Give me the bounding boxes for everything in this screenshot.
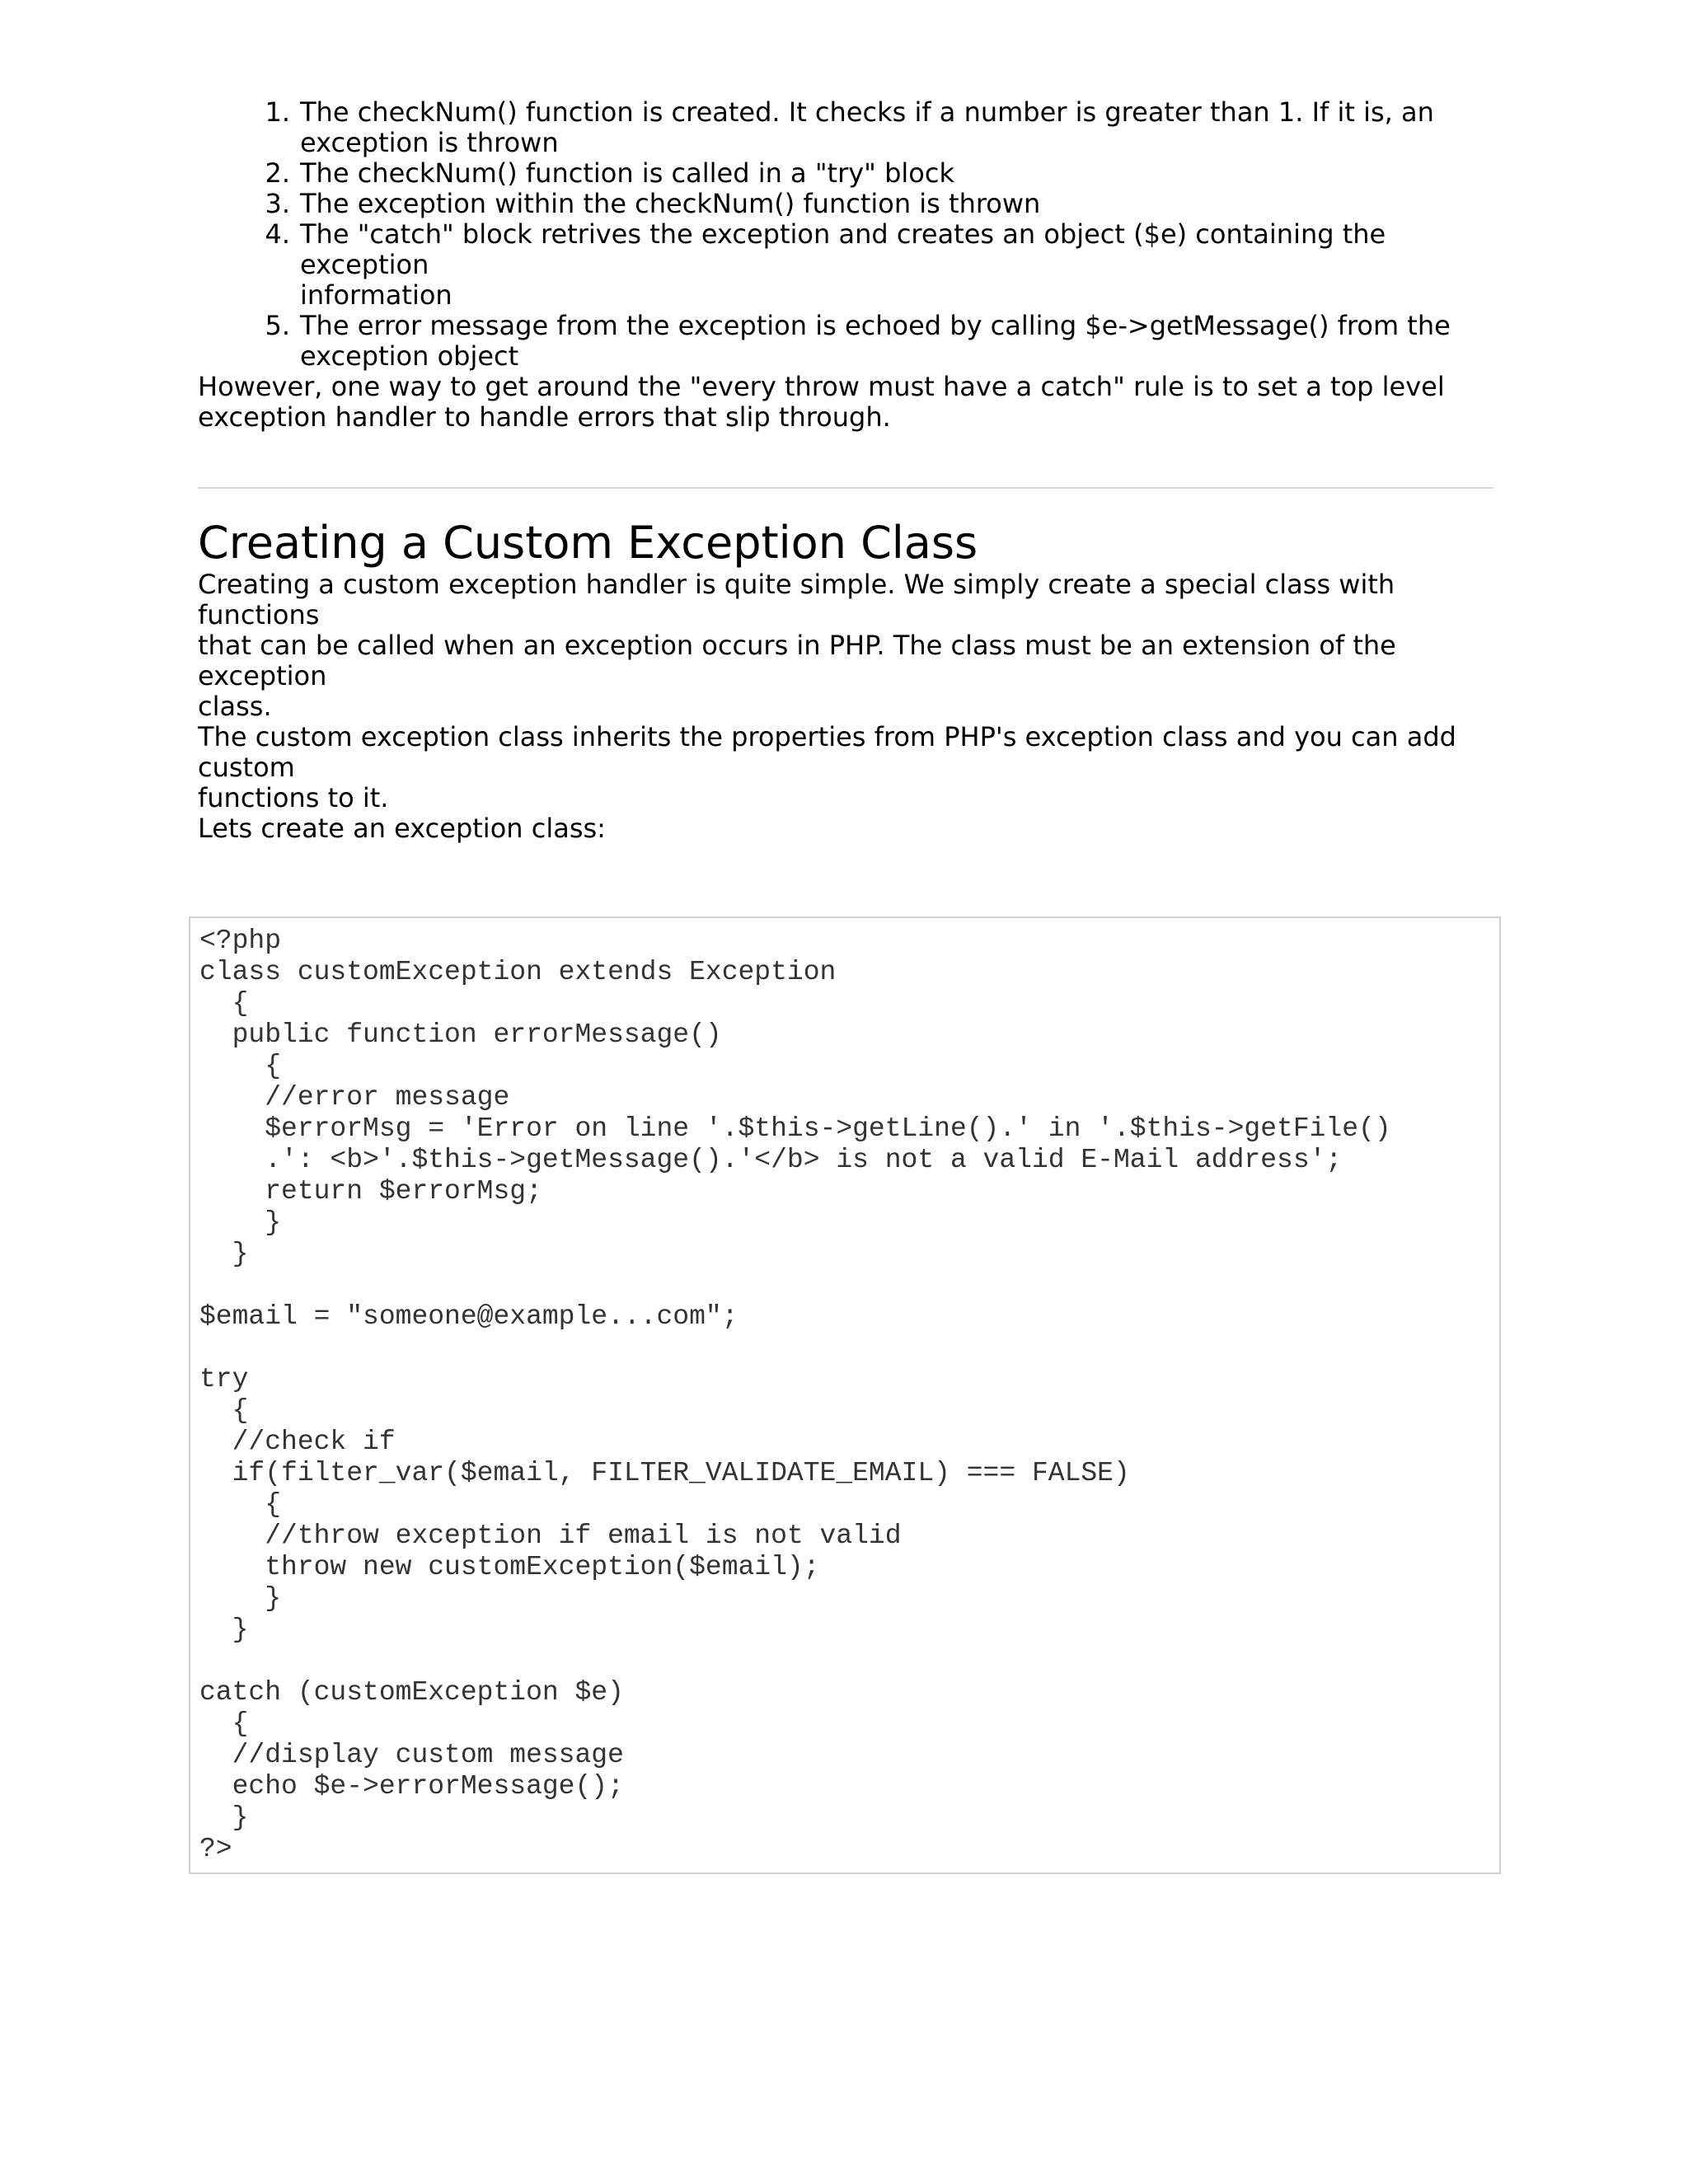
paragraph-line: class. <box>198 691 272 722</box>
code-line: } <box>199 1615 249 1645</box>
code-line: } <box>199 1802 249 1833</box>
code-line: { <box>199 988 249 1019</box>
code-line: //error message <box>199 1082 510 1113</box>
code-line: { <box>199 1051 282 1081</box>
code-line: } <box>199 1207 282 1238</box>
step-text-line: The error message from the exception is echoed by calling $e->getMessage() from the <box>300 310 1451 341</box>
code-line: .': <b>'.$this->getMessage().'</b> is not a valid E-Mail address'; <box>199 1145 1343 1175</box>
code-line: class customException extends Exception <box>199 957 837 987</box>
section-title: Creating a Custom Exception Class <box>198 517 978 569</box>
code-block <box>190 918 1499 1865</box>
step-text-line: The exception within the checkNum() function is thrown <box>300 188 1041 219</box>
paragraph-line: Creating a custom exception handler is quite simple. We simply create a special class with functions <box>198 569 1395 630</box>
step-number: 2. <box>265 157 290 189</box>
code-line: if(filter_var($email, FILTER_VALIDATE_EMAIL) === FALSE) <box>199 1458 1130 1488</box>
code-example-box <box>189 916 1501 1874</box>
code-line: echo $e->errorMessage(); <box>199 1771 624 1802</box>
step-text-line: The "catch" block retrives the exception and creates an object ($e) containing the exception <box>300 218 1386 280</box>
code-line: return $errorMsg; <box>199 1176 542 1207</box>
list-item <box>265 157 1500 189</box>
code-line: //display custom message <box>199 1740 624 1770</box>
paragraph-line: that can be called when an exception occurs in PHP. The class must be an extension of the exception <box>198 630 1396 691</box>
step-number: 4. <box>265 218 290 250</box>
code-line: { <box>199 1489 282 1520</box>
code-line: { <box>199 1395 249 1426</box>
paragraph-line: However, one way to get around the "every throw must have a catch" rule is to set a top level <box>198 371 1445 402</box>
code-line: } <box>199 1239 249 1269</box>
step-text-line: information <box>300 279 452 311</box>
inherit-paragraph <box>198 722 1500 813</box>
code-line: ?> <box>199 1834 232 1864</box>
however-paragraph <box>198 372 1500 433</box>
code-line: //check if <box>199 1427 396 1457</box>
list-item <box>265 218 1500 311</box>
list-item <box>265 96 1500 158</box>
list-item <box>265 188 1500 219</box>
lets-create-paragraph: Lets create an exception class: <box>198 813 606 844</box>
code-line: { <box>199 1708 249 1739</box>
section-divider <box>198 487 1493 489</box>
code-line: } <box>199 1583 282 1614</box>
steps-list <box>198 97 1500 372</box>
step-text-line: exception is thrown <box>300 127 559 158</box>
intro-paragraph <box>198 569 1500 722</box>
paragraph-line: The custom exception class inherits the properties from PHP's exception class and you can add custom <box>198 721 1456 783</box>
step-number: 3. <box>265 188 290 219</box>
step-text-line: The checkNum() function is created. It checks if a number is greater than 1. If it is, an <box>300 96 1434 128</box>
code-line: try <box>199 1364 249 1394</box>
code-line: throw new customException($email); <box>199 1552 820 1582</box>
code-line: catch (customException $e) <box>199 1677 624 1708</box>
code-line: public function errorMessage() <box>199 1019 722 1050</box>
paragraph-line: exception handler to handle errors that slip through. <box>198 401 891 433</box>
code-line: <?php <box>199 926 282 956</box>
paragraph-line: functions to it. <box>198 782 389 813</box>
step-text-line: The checkNum() function is called in a "try" block <box>300 157 954 189</box>
step-text-line: exception object <box>300 340 519 372</box>
code-line: $email = "someone@example...com"; <box>199 1301 738 1332</box>
list-item <box>265 310 1500 372</box>
document-page <box>198 97 1500 844</box>
code-line: $errorMsg = 'Error on line '.$this->getLine().' in '.$this->getFile() <box>199 1113 1391 1144</box>
code-line: //throw exception if email is not valid <box>199 1521 902 1551</box>
step-number: 1. <box>265 96 290 128</box>
step-number: 5. <box>265 310 290 341</box>
